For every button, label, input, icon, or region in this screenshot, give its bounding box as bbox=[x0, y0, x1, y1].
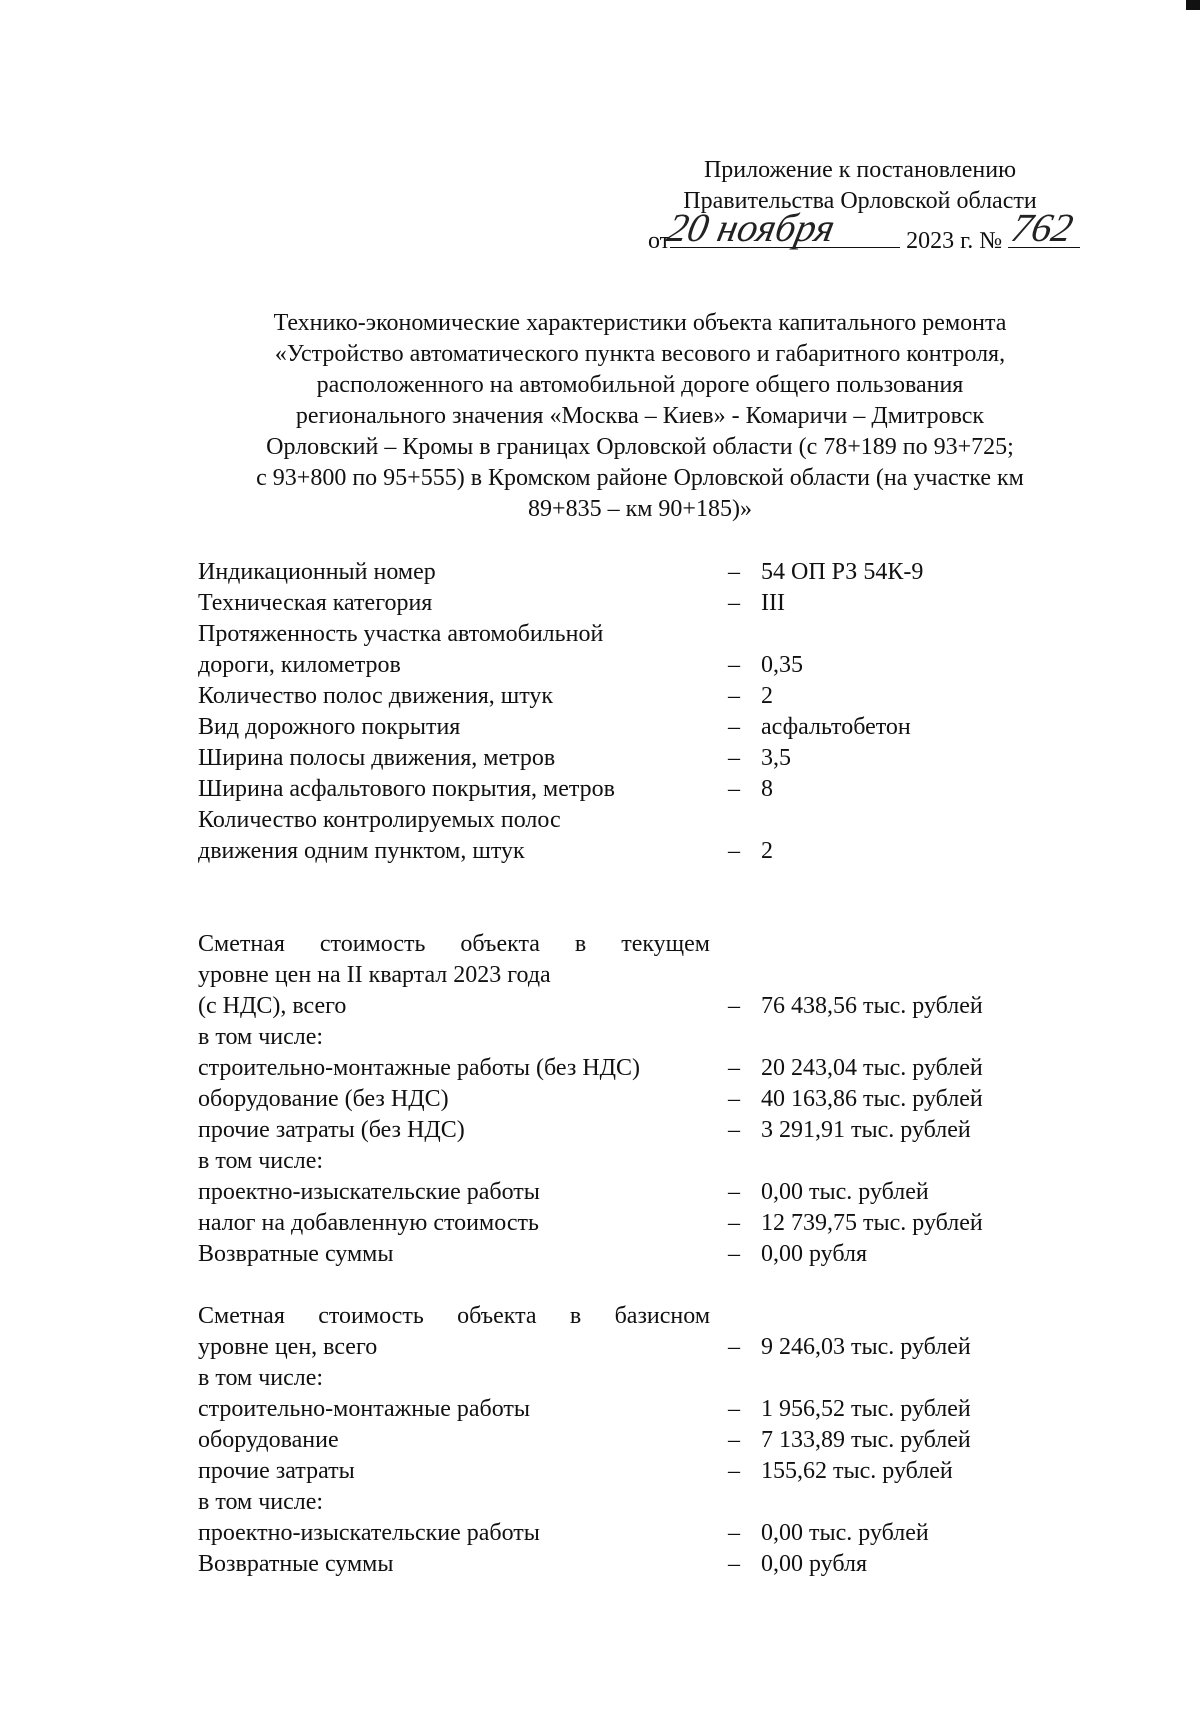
title-line: регионального значения «Москва – Киев» - Комаричи – Дмитровск bbox=[295, 403, 985, 429]
row-label: (с НДС), всего bbox=[198, 993, 347, 1019]
row-label: прочие затраты bbox=[198, 1458, 355, 1484]
row-value: 1 956,52 тыс. рублей bbox=[761, 1396, 971, 1422]
characteristic-row bbox=[198, 991, 1098, 1022]
characteristic-row bbox=[198, 1456, 1098, 1487]
row-value: 54 ОП РЗ 54К-9 bbox=[761, 559, 924, 585]
row-dash: – bbox=[728, 1396, 740, 1422]
row-label: Индикационный номер bbox=[198, 559, 436, 585]
order-date-line bbox=[640, 205, 1080, 254]
row-dash: – bbox=[728, 559, 740, 585]
row-dash: – bbox=[728, 776, 740, 802]
row-label: Количество полос движения, штук bbox=[198, 683, 554, 709]
title-line: «Устройство автоматического пункта весового и габаритного контроля, bbox=[274, 341, 1006, 367]
characteristic-row bbox=[198, 960, 1098, 991]
row-value: 8 bbox=[761, 776, 773, 802]
date-blank bbox=[663, 205, 900, 250]
row-dash: – bbox=[728, 1520, 740, 1546]
row-value: 3 291,91 тыс. рублей bbox=[761, 1117, 971, 1143]
row-label: Количество контролируемых полос bbox=[198, 807, 561, 833]
title-line: Орловский – Кромы в границах Орловской области (с 78+189 по 93+725; bbox=[266, 434, 1014, 460]
characteristic-row bbox=[198, 1332, 1098, 1363]
characteristic-row bbox=[198, 836, 1098, 867]
appendix-line-2: Правительства Орловской области bbox=[683, 188, 1037, 214]
row-label: Возвратные суммы bbox=[198, 1551, 394, 1577]
handwritten-number bbox=[1008, 191, 1088, 251]
characteristic-row bbox=[198, 1301, 1098, 1332]
row-label: проектно-изыскательские работы bbox=[198, 1520, 540, 1546]
row-label: Техническая категория bbox=[198, 590, 433, 616]
row-label: Сметная стоимость объекта в текущем bbox=[198, 931, 710, 957]
characteristic-row bbox=[198, 743, 1098, 774]
order-year: 2023 г. № bbox=[906, 228, 1003, 254]
row-label: Ширина асфальтового покрытия, метров bbox=[198, 776, 615, 802]
characteristic-row bbox=[198, 1425, 1098, 1456]
row-label: проектно-изыскательские работы bbox=[198, 1179, 540, 1205]
row-label: уровне цен на II квартал 2023 года bbox=[198, 962, 551, 988]
characteristic-row bbox=[198, 1177, 1098, 1208]
row-dash: – bbox=[728, 745, 740, 771]
row-dash: – bbox=[728, 714, 740, 740]
row-dash: – bbox=[728, 1334, 740, 1360]
characteristic-row bbox=[198, 898, 1098, 929]
characteristic-row bbox=[198, 1270, 1098, 1301]
order-prefix: от bbox=[648, 228, 671, 254]
row-label: Возвратные суммы bbox=[198, 1241, 394, 1267]
row-value: 20 243,04 тыс. рублей bbox=[761, 1055, 983, 1081]
row-dash: – bbox=[728, 1086, 740, 1112]
row-label: Вид дорожного покрытия bbox=[198, 714, 461, 740]
row-label: оборудование bbox=[198, 1427, 339, 1453]
characteristic-row bbox=[198, 681, 1098, 712]
row-value: III bbox=[761, 590, 785, 616]
row-value: 2 bbox=[761, 683, 773, 709]
appendix-header bbox=[640, 155, 1080, 253]
row-label: оборудование (без НДС) bbox=[198, 1086, 449, 1112]
row-dash: – bbox=[728, 1551, 740, 1577]
row-label: Протяженность участка автомобильной bbox=[198, 621, 604, 647]
row-value: 155,62 тыс. рублей bbox=[761, 1458, 953, 1484]
row-dash: – bbox=[728, 1241, 740, 1267]
row-value: 7 133,89 тыс. рублей bbox=[761, 1427, 971, 1453]
row-label: строительно-монтажные работы bbox=[198, 1396, 531, 1422]
title-line: 89+835 – км 90+185)» bbox=[528, 496, 752, 522]
row-label: в том числе: bbox=[198, 1365, 324, 1391]
row-value: асфальтобетон bbox=[761, 714, 911, 740]
row-dash: – bbox=[728, 993, 740, 1019]
row-dash: – bbox=[728, 652, 740, 678]
characteristic-row bbox=[198, 774, 1098, 805]
handwritten-date-text: 20 ноября bbox=[663, 205, 840, 250]
characteristic-row bbox=[198, 1487, 1098, 1518]
row-dash: – bbox=[728, 1179, 740, 1205]
title-line: с 93+800 по 95+555) в Кромском районе Орловской области (на участке км bbox=[256, 465, 1024, 491]
row-label: налог на добавленную стоимость bbox=[198, 1210, 539, 1236]
characteristic-row bbox=[198, 805, 1098, 836]
characteristic-row bbox=[198, 712, 1098, 743]
row-dash: – bbox=[728, 1458, 740, 1484]
row-value: 2 bbox=[761, 838, 773, 864]
scan-corner-mark bbox=[1186, 0, 1200, 10]
row-label: движения одним пунктом, штук bbox=[198, 838, 525, 864]
row-value: 40 163,86 тыс. рублей bbox=[761, 1086, 983, 1112]
row-label: в том числе: bbox=[198, 1024, 324, 1050]
row-label: дороги, километров bbox=[198, 652, 401, 678]
row-value: 9 246,03 тыс. рублей bbox=[761, 1334, 971, 1360]
row-value: 0,00 рубля bbox=[761, 1241, 867, 1267]
row-dash: – bbox=[728, 838, 740, 864]
row-dash: – bbox=[728, 1117, 740, 1143]
characteristic-row bbox=[198, 1549, 1098, 1580]
characteristic-row bbox=[198, 1239, 1098, 1270]
characteristic-row bbox=[198, 588, 1098, 619]
number-blank bbox=[1007, 205, 1080, 250]
row-value: 76 438,56 тыс. рублей bbox=[761, 993, 983, 1019]
row-label: в том числе: bbox=[198, 1148, 324, 1174]
characteristic-row bbox=[198, 1053, 1098, 1084]
row-label: Ширина полосы движения, метров bbox=[198, 745, 556, 771]
characteristic-row bbox=[198, 1115, 1098, 1146]
characteristic-row bbox=[198, 1363, 1098, 1394]
characteristic-row bbox=[198, 929, 1098, 960]
appendix-line-1: Приложение к постановлению bbox=[703, 157, 1017, 183]
characteristic-row bbox=[198, 1394, 1098, 1425]
characteristic-row bbox=[198, 650, 1098, 681]
row-dash: – bbox=[728, 590, 740, 616]
characteristic-row bbox=[198, 1518, 1098, 1549]
row-label: строительно-монтажные работы (без НДС) bbox=[198, 1055, 641, 1081]
row-dash: – bbox=[728, 683, 740, 709]
row-value: 12 739,75 тыс. рублей bbox=[761, 1210, 983, 1236]
row-value: 3,5 bbox=[761, 745, 791, 771]
row-label: прочие затраты (без НДС) bbox=[198, 1117, 465, 1143]
row-label: в том числе: bbox=[198, 1489, 324, 1515]
row-label: уровне цен, всего bbox=[198, 1334, 378, 1360]
row-value: 0,00 рубля bbox=[761, 1551, 867, 1577]
characteristic-row bbox=[198, 619, 1098, 650]
row-value: 0,00 тыс. рублей bbox=[761, 1520, 929, 1546]
row-dash: – bbox=[728, 1210, 740, 1236]
characteristic-row bbox=[198, 1022, 1098, 1053]
row-dash: – bbox=[728, 1427, 740, 1453]
characteristics-list bbox=[198, 557, 1098, 1580]
row-value: 0,00 тыс. рублей bbox=[761, 1179, 929, 1205]
row-label: Сметная стоимость объекта в базисном bbox=[198, 1303, 710, 1329]
characteristic-row bbox=[198, 557, 1098, 588]
handwritten-number-text: 762 bbox=[1007, 205, 1078, 250]
row-dash: – bbox=[728, 1055, 740, 1081]
characteristic-row bbox=[198, 1146, 1098, 1177]
handwritten-date bbox=[663, 191, 900, 251]
characteristic-row bbox=[198, 867, 1098, 898]
title-line: Технико-экономические характеристики объекта капитального ремонта bbox=[273, 310, 1007, 336]
characteristic-row bbox=[198, 1084, 1098, 1115]
characteristic-row bbox=[198, 1208, 1098, 1239]
title-line: расположенного на автомобильной дороге общего пользования bbox=[316, 372, 964, 398]
row-value: 0,35 bbox=[761, 652, 803, 678]
document-title bbox=[190, 308, 1090, 525]
